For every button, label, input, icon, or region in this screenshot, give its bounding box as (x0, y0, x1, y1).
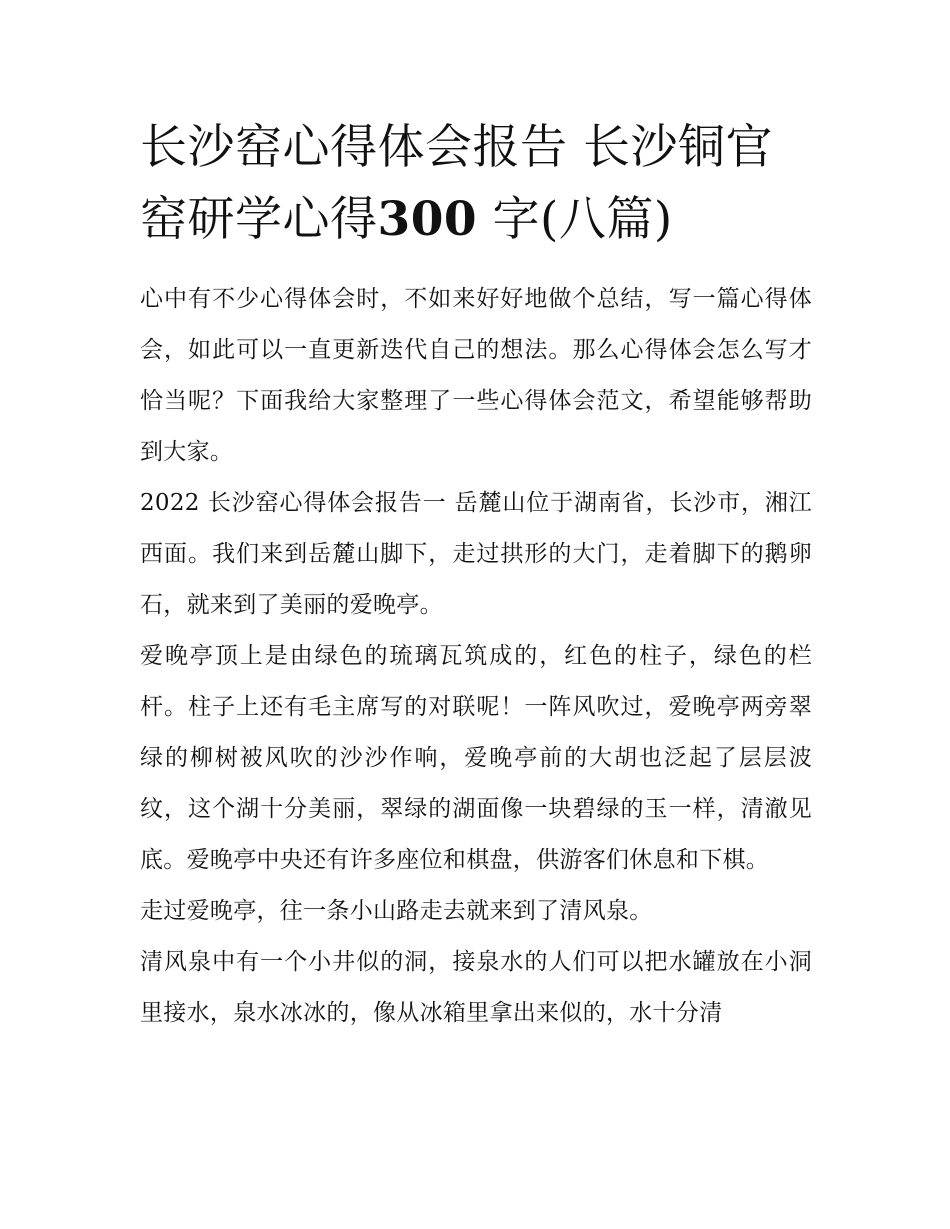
paragraph-aiwan-pavilion: 爱晚亭顶上是由绿色的琉璃瓦筑成的，红色的柱子，绿色的栏杆。柱子上还有毛主席写的对联呢！一阵风吹过，爱晚亭两旁翠绿的柳树被风吹的沙沙作响，爱晚亭前的大胡也泛起了层层波纹，这个湖十分美丽，翠绿的湖面像一块碧绿的玉一样，清澈见底。爱晚亭中央还有许多座位和棋盘，供游客们休息和下棋。 (140, 643, 812, 873)
document-title (140, 112, 812, 256)
paragraph-path: 走过爱晚亭，往一条小山路走去就来到了清风泉。 (140, 898, 653, 924)
title-number: 300 (377, 192, 478, 247)
paragraph-report-one: 2022 长沙窑心得体会报告一 岳麓山位于湖南省，长沙市，湘江西面。我们来到岳麓山脚下，走过拱形的大门，走着脚下的鹅卵石，就来到了美丽的爱晚亭。 (140, 490, 812, 618)
document-body (140, 112, 812, 1039)
paragraph-qingfeng-spring: 清风泉中有一个小井似的洞，接泉水的人们可以把水罐放在小洞里接水，泉水冰冰的，像从冰箱里拿出来似的，水十分清 (140, 949, 812, 1026)
title-text: 长沙窑心得体会报告 长沙铜官窑研学心得 (140, 120, 773, 247)
paragraph-intro: 心中有不少心得体会时，不如来好好地做个总结，写一篇心得体会，如此可以一直更新迭代自己的想法。那么心得体会怎么写才恰当呢？下面我给大家整理了一些心得体会范文，希望能够帮助到大家。 (140, 286, 812, 465)
title-suffix: 字(八篇) (477, 192, 673, 247)
